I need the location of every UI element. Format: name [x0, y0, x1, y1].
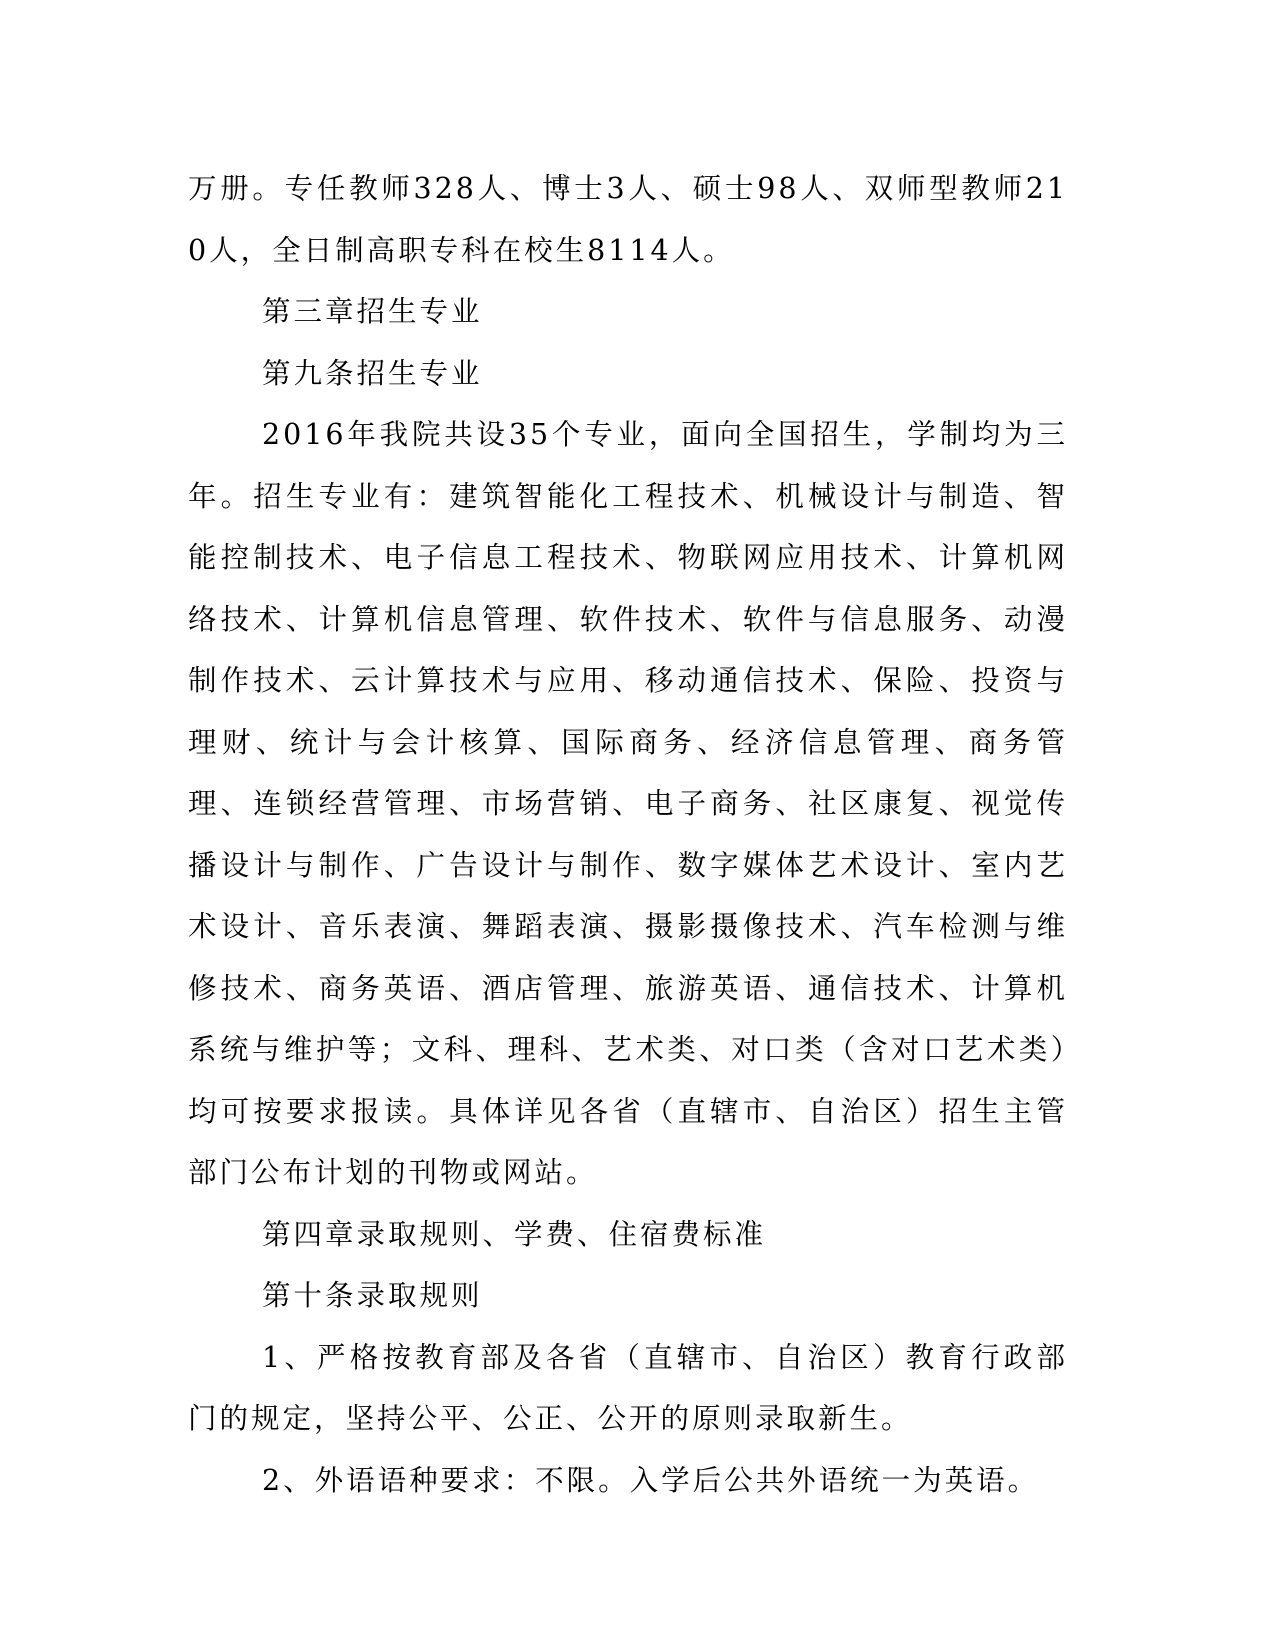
paragraph-continuation: 万册。专任教师328人、博士3人、硕士98人、双师型教师210人，全日制高职专科在校生8114人。 — [188, 172, 1068, 267]
rule-item-1: 1、严格按教育部及各省（直辖市、自治区）教育行政部门的规定，坚持公平、公正、公开的原则录取新生。 — [188, 1340, 1068, 1435]
article-heading-9: 第九条招生专业 — [262, 356, 483, 390]
chapter-heading-3: 第三章招生专业 — [262, 295, 483, 328]
article-heading-10: 第十条录取规则 — [262, 1279, 483, 1312]
paragraph-majors: 2016年我院共设35个专业，面向全国招生，学制均为三年。招生专业有：建筑智能化工程技术、机械设计与制造、智能控制技术、电子信息工程技术、物联网应用技术、计算机网络技术、计算机信息管理、软件技术、软件与信息服务、动漫制作技术、云计算技术与应用、移动通信技术、保险、投资与理财、统计与会计核算、国际商务、经济信息管理、商务管理、连锁经营管理、市场营销、电子商务、社区康复、视觉传播设计与制作、广告设计与制作、数字媒体艺术设计、室内艺术设计、音乐表演、舞蹈表演、摄影摄像技术、汽车检测与维修技术、商务英语、酒店管理、旅游英语、通信技术、计算机系统与维护等；文科、理科、艺术类、对口类（含对口艺术类）均可按要求报读。具体详见各省（直辖市、自治区）招生主管部门公布计划的刊物或网站。 — [188, 418, 1068, 1189]
document-body — [188, 158, 1068, 1511]
rule-item-2: 2、外语语种要求：不限。入学后公共外语统一为英语。 — [262, 1463, 1040, 1497]
chapter-heading-4: 第四章录取规则、学费、住宿费标准 — [262, 1217, 767, 1251]
